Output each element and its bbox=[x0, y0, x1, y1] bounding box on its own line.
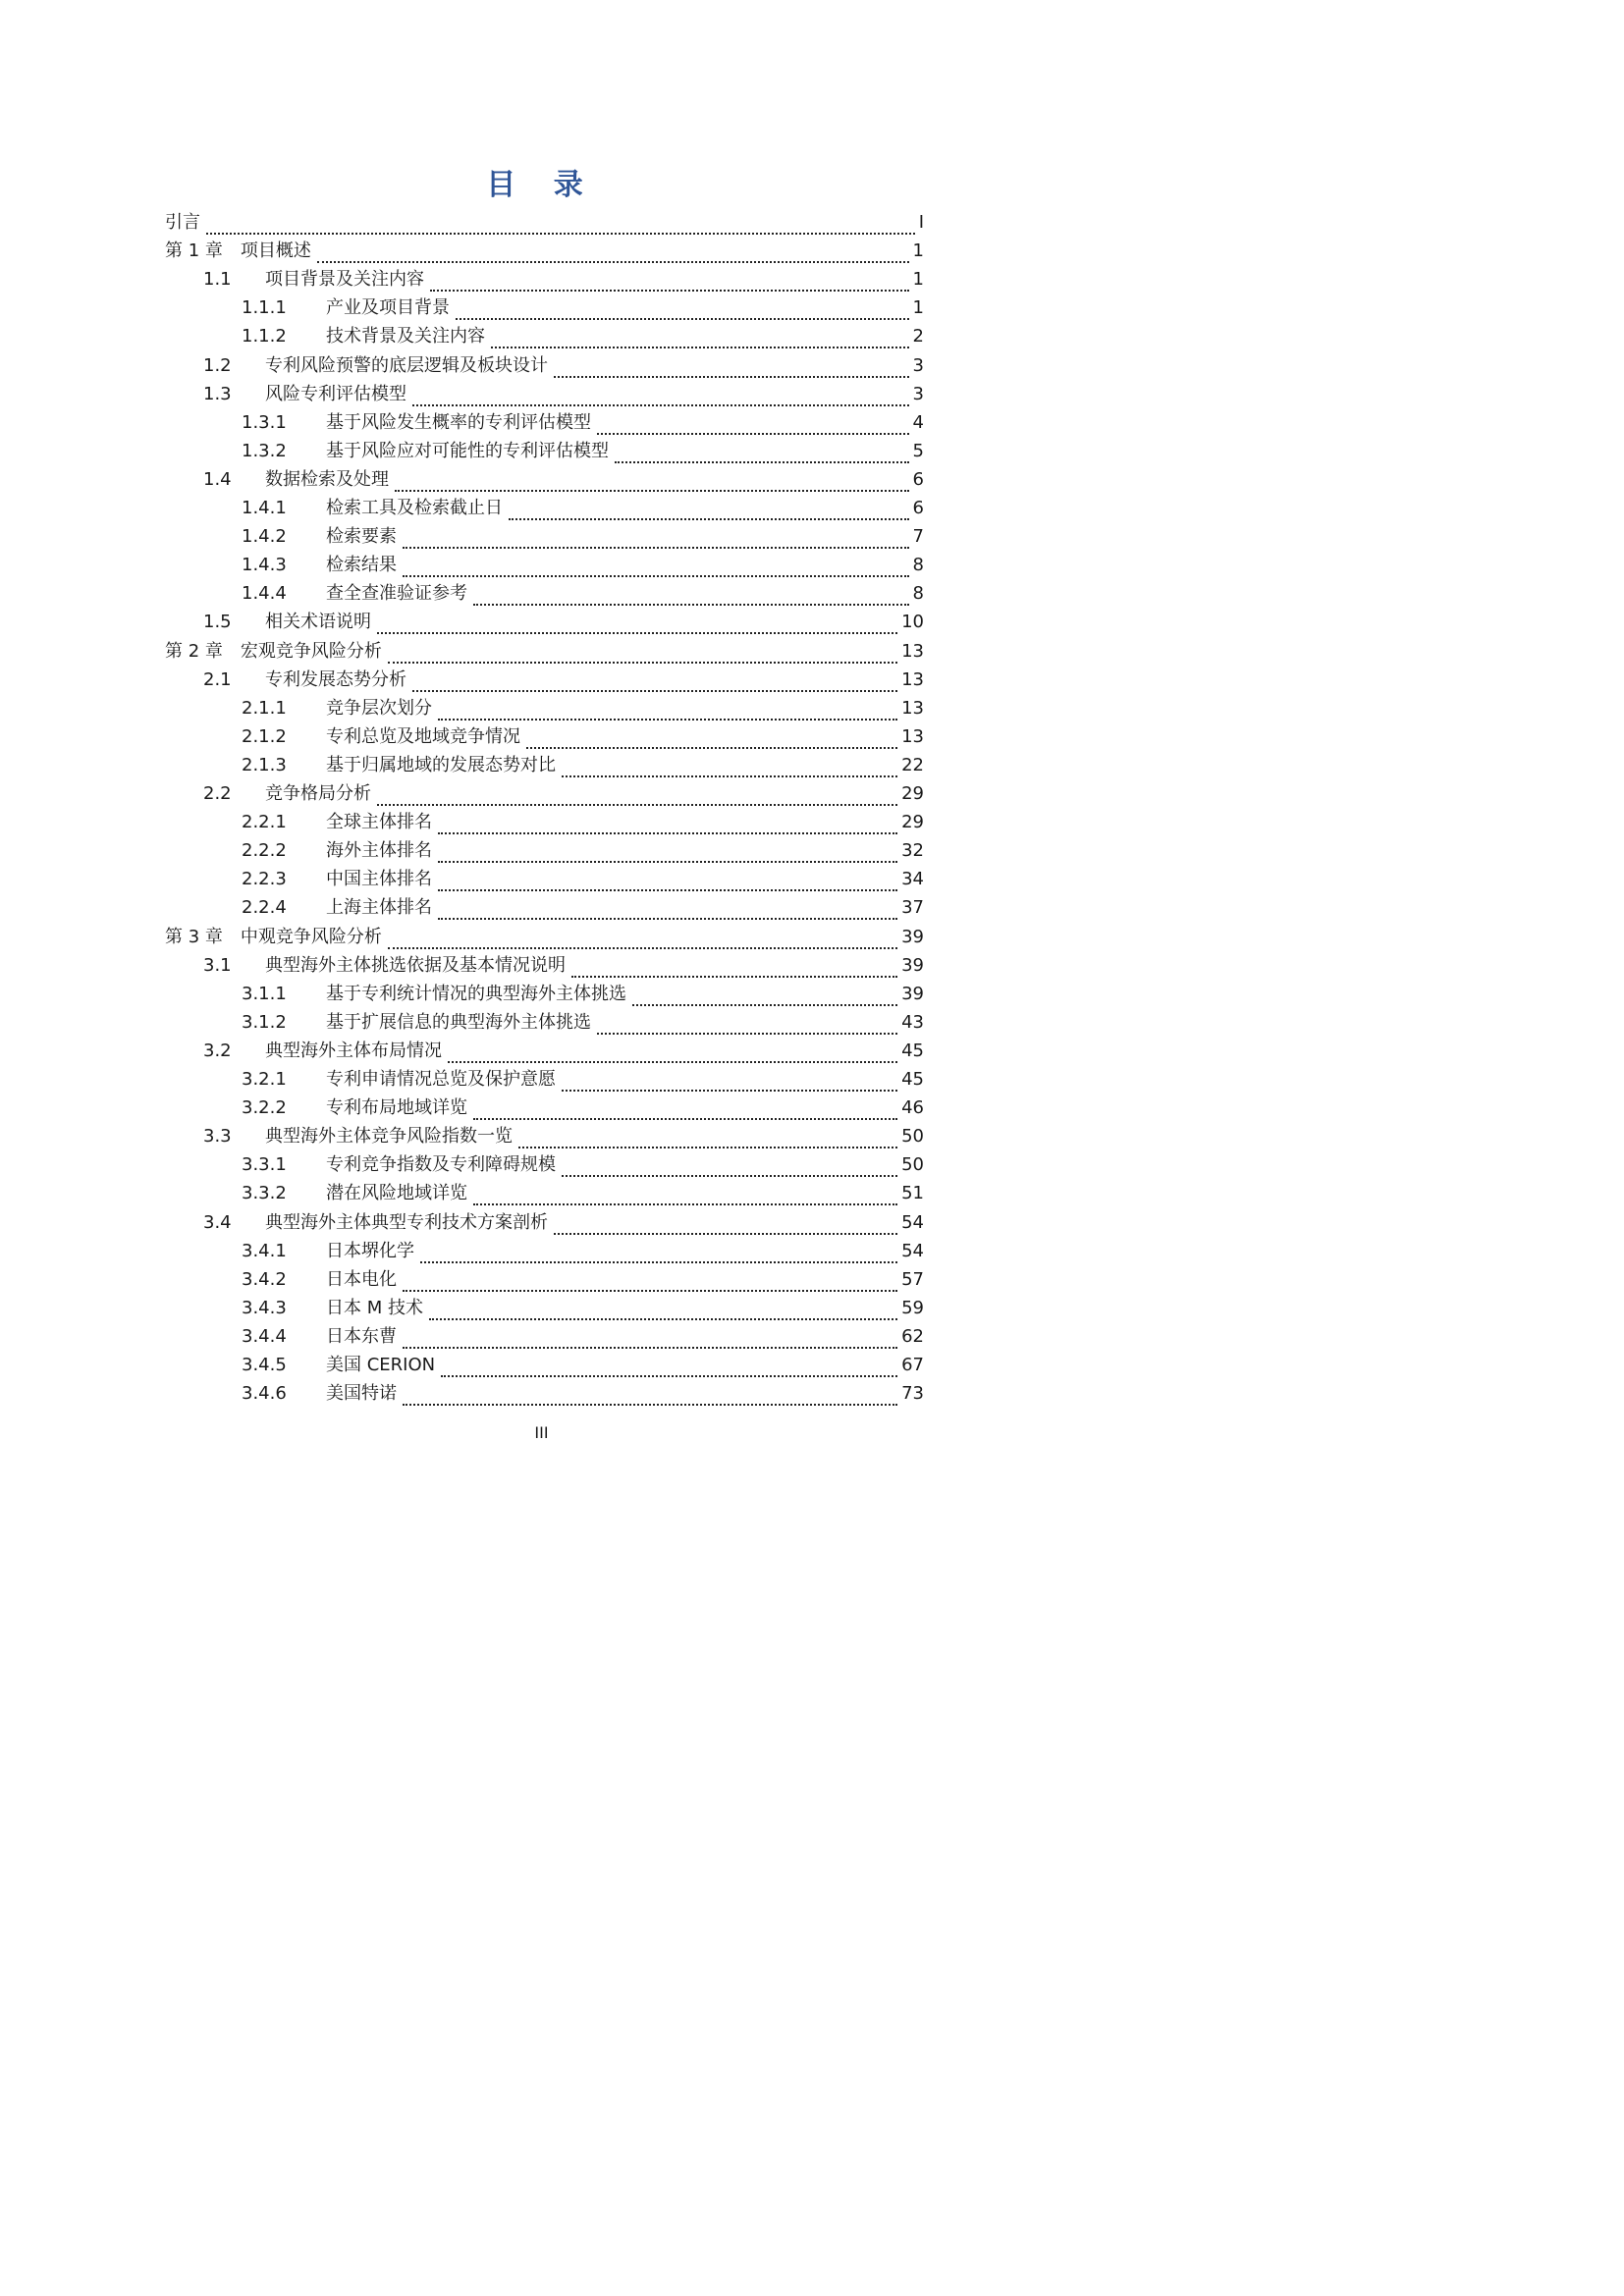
toc-entry-page: 3 bbox=[912, 355, 924, 376]
dot-leader bbox=[412, 404, 909, 406]
dot-leader bbox=[491, 347, 909, 348]
toc-entry-title: 基于风险应对可能性的专利评估模型 bbox=[326, 441, 609, 461]
dot-leader bbox=[388, 662, 897, 664]
toc-entry-page: 51 bbox=[901, 1183, 924, 1203]
toc-entry-title: 典型海外主体典型专利技术方案剖析 bbox=[265, 1212, 548, 1233]
toc-entry-page: 1 bbox=[912, 297, 924, 318]
toc-entry-number: 3.2 bbox=[203, 1041, 232, 1061]
toc-entry[interactable] bbox=[0, 1379, 1083, 1408]
toc-entry-number: 3.4 bbox=[203, 1212, 232, 1233]
dot-leader bbox=[456, 318, 909, 320]
toc-entry-page: 62 bbox=[901, 1326, 924, 1347]
dot-leader bbox=[317, 261, 909, 263]
toc-entry[interactable] bbox=[0, 1008, 1083, 1037]
dot-leader bbox=[438, 918, 897, 920]
toc-entry-page: 3 bbox=[912, 384, 924, 404]
toc-entry[interactable] bbox=[0, 1037, 1083, 1065]
toc-entry-page: 10 bbox=[901, 612, 924, 632]
dot-leader bbox=[429, 1318, 897, 1320]
toc-entry-number: 1.3 bbox=[203, 384, 232, 404]
toc-entry-title: 典型海外主体竞争风险指数一览 bbox=[265, 1126, 513, 1147]
toc-entry-number: 1.1.2 bbox=[242, 326, 287, 347]
toc-entry-page: 59 bbox=[901, 1298, 924, 1318]
toc-entry[interactable] bbox=[0, 380, 1083, 408]
toc-entry-number: 3.3 bbox=[203, 1126, 232, 1147]
dot-leader bbox=[438, 861, 897, 863]
dot-leader bbox=[438, 889, 897, 891]
toc-entry-number: 1.4.1 bbox=[242, 498, 287, 518]
toc-entry-page: 5 bbox=[912, 441, 924, 461]
toc-entry-number: 3.4.3 bbox=[242, 1298, 287, 1318]
toc-entry-page: 1 bbox=[912, 240, 924, 261]
toc-entry[interactable] bbox=[0, 408, 1083, 437]
toc-entry[interactable] bbox=[0, 722, 1083, 751]
toc-entry-page: 50 bbox=[901, 1154, 924, 1175]
toc-entry[interactable] bbox=[0, 265, 1083, 294]
toc-entry-title: 数据检索及处理 bbox=[265, 469, 389, 490]
toc-entry[interactable] bbox=[0, 294, 1083, 322]
toc-entry[interactable] bbox=[0, 1065, 1083, 1094]
toc-entry[interactable] bbox=[0, 1150, 1083, 1179]
toc-entry-title: 专利总览及地域竞争情况 bbox=[326, 726, 520, 747]
toc-entry-number: 2.1.1 bbox=[242, 698, 287, 719]
toc-entry-page: 29 bbox=[901, 812, 924, 832]
toc-entry-number: 1.1.1 bbox=[242, 297, 287, 318]
toc-entry[interactable] bbox=[0, 808, 1083, 836]
toc-entry-page: 8 bbox=[912, 555, 924, 575]
toc-entry-number: 1.4.3 bbox=[242, 555, 287, 575]
toc-entry[interactable] bbox=[0, 893, 1083, 922]
dot-leader bbox=[395, 490, 909, 492]
toc-entry-number: 1.2 bbox=[203, 355, 232, 376]
toc-entry-number: 1.1 bbox=[203, 269, 232, 290]
toc-entry-page: 22 bbox=[901, 755, 924, 775]
dot-leader bbox=[441, 1375, 897, 1377]
toc-entry-number: 3.4.6 bbox=[242, 1383, 287, 1404]
toc-entry-title: 检索工具及检索截止日 bbox=[326, 498, 503, 518]
toc-entry-title: 上海主体排名 bbox=[326, 897, 432, 918]
toc-entry[interactable] bbox=[0, 666, 1083, 694]
toc-entry[interactable] bbox=[0, 1179, 1083, 1207]
dot-leader bbox=[571, 976, 897, 978]
page-number: III bbox=[534, 1423, 549, 1442]
toc-entry[interactable] bbox=[0, 1208, 1083, 1237]
toc-entry-number: 2.2.4 bbox=[242, 897, 287, 918]
dot-leader bbox=[526, 747, 897, 749]
toc-entry-number: 2.1 bbox=[203, 669, 232, 690]
toc-entry-page: 43 bbox=[901, 1012, 924, 1033]
toc-entry-page: 73 bbox=[901, 1383, 924, 1404]
toc-entry-title: 典型海外主体挑选依据及基本情况说明 bbox=[265, 955, 566, 976]
toc-entry[interactable] bbox=[0, 1122, 1083, 1150]
toc-entry-page: I bbox=[918, 212, 924, 233]
dot-leader bbox=[554, 1233, 897, 1235]
toc-entry-number: 1.3.1 bbox=[242, 412, 287, 433]
toc-entry-title: 日本 M 技术 bbox=[326, 1298, 423, 1318]
toc-entry[interactable] bbox=[0, 494, 1083, 522]
toc-entry-number: 3.1 bbox=[203, 955, 232, 976]
toc-entry[interactable] bbox=[0, 1237, 1083, 1265]
toc-entry-number: 1.4.4 bbox=[242, 583, 287, 604]
toc-entry-number: 3.4.4 bbox=[242, 1326, 287, 1347]
toc-entry[interactable] bbox=[0, 237, 1083, 265]
dot-leader bbox=[403, 575, 909, 577]
toc-entry-page: 2 bbox=[912, 326, 924, 347]
toc-entry-title: 检索要素 bbox=[326, 526, 397, 547]
toc-entry-page: 7 bbox=[912, 526, 924, 547]
toc-entry[interactable] bbox=[0, 465, 1083, 494]
toc-entry-title: 日本电化 bbox=[326, 1269, 397, 1290]
toc-entry[interactable] bbox=[0, 208, 1083, 237]
toc-entry-page: 37 bbox=[901, 897, 924, 918]
toc-entry[interactable] bbox=[0, 694, 1083, 722]
toc-title: 目 录 bbox=[486, 168, 597, 202]
toc-entry[interactable] bbox=[0, 1265, 1083, 1294]
toc-entry-page: 13 bbox=[901, 669, 924, 690]
toc-entry[interactable] bbox=[0, 951, 1083, 980]
toc-entry-page: 13 bbox=[901, 641, 924, 662]
toc-entry-page: 13 bbox=[901, 726, 924, 747]
dot-leader bbox=[562, 1175, 897, 1177]
toc-entry-title: 产业及项目背景 bbox=[326, 297, 450, 318]
toc-entry-number: 1.5 bbox=[203, 612, 232, 632]
toc-entry-title: 海外主体排名 bbox=[326, 840, 432, 861]
toc-entry[interactable] bbox=[0, 351, 1083, 380]
toc-entry[interactable] bbox=[0, 1294, 1083, 1322]
toc-entry-page: 1 bbox=[912, 269, 924, 290]
dot-leader bbox=[448, 1061, 897, 1063]
dot-leader bbox=[430, 290, 909, 292]
toc-entry-page: 39 bbox=[901, 927, 924, 947]
dot-leader bbox=[597, 1033, 897, 1035]
toc-entry-number: 2.1.3 bbox=[242, 755, 287, 775]
dot-leader bbox=[420, 1261, 897, 1263]
toc-entry-number: 3.3.1 bbox=[242, 1154, 287, 1175]
toc-entry-title: 典型海外主体布局情况 bbox=[265, 1041, 442, 1061]
toc-entry-number: 3.1.1 bbox=[242, 984, 287, 1004]
toc-entry-number: 3.3.2 bbox=[242, 1183, 287, 1203]
toc-entry-number: 3.4.5 bbox=[242, 1355, 287, 1375]
dot-leader bbox=[562, 1090, 897, 1092]
toc-entry-number: 2.2.3 bbox=[242, 869, 287, 889]
toc-entry[interactable] bbox=[0, 865, 1083, 893]
toc-entry[interactable] bbox=[0, 1094, 1083, 1122]
dot-leader bbox=[562, 775, 897, 777]
toc-entry-page: 34 bbox=[901, 869, 924, 889]
toc-entry-title: 基于扩展信息的典型海外主体挑选 bbox=[326, 1012, 591, 1033]
toc-entry[interactable] bbox=[0, 579, 1083, 608]
dot-leader bbox=[403, 1290, 897, 1292]
toc-entry-number: 2.1.2 bbox=[242, 726, 287, 747]
toc-entry-number: 2.2.2 bbox=[242, 840, 287, 861]
toc-entry[interactable] bbox=[0, 1322, 1083, 1351]
toc-entry-title: 日本东曹 bbox=[326, 1326, 397, 1347]
dot-leader bbox=[615, 461, 909, 463]
dot-leader bbox=[473, 1118, 897, 1120]
toc-entry-title: 中国主体排名 bbox=[326, 869, 432, 889]
toc-entry-title: 日本堺化学 bbox=[326, 1241, 414, 1261]
toc-entry-title: 美国 CERION bbox=[326, 1355, 436, 1375]
toc-entry-page: 29 bbox=[901, 783, 924, 804]
toc-entry-number: 3.4.2 bbox=[242, 1269, 287, 1290]
toc-entry-page: 54 bbox=[901, 1212, 924, 1233]
toc-entry-title: 基于专利统计情况的典型海外主体挑选 bbox=[326, 984, 626, 1004]
toc-entry-title: 基于归属地域的发展态势对比 bbox=[326, 755, 556, 775]
toc-entry-page: 45 bbox=[901, 1041, 924, 1061]
toc-entry[interactable] bbox=[0, 779, 1083, 808]
dot-leader bbox=[473, 1203, 897, 1205]
toc-entry-page: 6 bbox=[912, 498, 924, 518]
toc-entry-page: 54 bbox=[901, 1241, 924, 1261]
toc-entry[interactable] bbox=[0, 522, 1083, 551]
toc-entry[interactable] bbox=[0, 1351, 1083, 1379]
toc-entry-title: 全球主体排名 bbox=[326, 812, 432, 832]
toc-entry-title: 专利布局地域详览 bbox=[326, 1097, 467, 1118]
toc-entry-page: 50 bbox=[901, 1126, 924, 1147]
toc-entry-title: 技术背景及关注内容 bbox=[326, 326, 485, 347]
dot-leader bbox=[377, 632, 897, 634]
toc-entry-title: 检索结果 bbox=[326, 555, 397, 575]
toc-entry-title: 第 2 章 宏观竞争风险分析 bbox=[165, 641, 382, 662]
dot-leader bbox=[388, 947, 897, 949]
toc-entry-page: 4 bbox=[912, 412, 924, 433]
toc-entry[interactable] bbox=[0, 637, 1083, 666]
toc-entry-title: 专利风险预警的底层逻辑及板块设计 bbox=[265, 355, 548, 376]
toc-entry-title: 查全查准验证参考 bbox=[326, 583, 467, 604]
dot-leader bbox=[438, 719, 897, 721]
toc-entry-title: 引言 bbox=[165, 212, 200, 233]
toc-entry-title: 竞争层次划分 bbox=[326, 698, 432, 719]
dot-leader bbox=[597, 433, 909, 435]
toc-entry-title: 第 1 章 项目概述 bbox=[165, 240, 311, 261]
toc-entry-title: 风险专利评估模型 bbox=[265, 384, 406, 404]
dot-leader bbox=[518, 1147, 897, 1148]
toc-entry-title: 专利竞争指数及专利障碍规模 bbox=[326, 1154, 556, 1175]
dot-leader bbox=[412, 690, 897, 692]
toc-entry-title: 项目背景及关注内容 bbox=[265, 269, 424, 290]
toc-entry[interactable] bbox=[0, 923, 1083, 951]
toc-entry-page: 6 bbox=[912, 469, 924, 490]
toc-entry-number: 2.2 bbox=[203, 783, 232, 804]
toc-entry[interactable] bbox=[0, 437, 1083, 465]
dot-leader bbox=[403, 547, 909, 549]
toc-entry-title: 专利发展态势分析 bbox=[265, 669, 406, 690]
toc-entry-number: 1.4.2 bbox=[242, 526, 287, 547]
toc-entry-number: 3.2.1 bbox=[242, 1069, 287, 1090]
toc-entry-title: 竞争格局分析 bbox=[265, 783, 371, 804]
toc-entry-title: 相关术语说明 bbox=[265, 612, 371, 632]
toc-entry-page: 13 bbox=[901, 698, 924, 719]
dot-leader bbox=[438, 832, 897, 834]
toc-entry[interactable] bbox=[0, 836, 1083, 865]
toc-entry-number: 1.3.2 bbox=[242, 441, 287, 461]
toc-entry-title: 潜在风险地域详览 bbox=[326, 1183, 467, 1203]
dot-leader bbox=[632, 1004, 897, 1006]
toc-entry-page: 45 bbox=[901, 1069, 924, 1090]
dot-leader bbox=[206, 233, 915, 235]
toc-entry-title: 第 3 章 中观竞争风险分析 bbox=[165, 927, 382, 947]
toc-entry-title: 美国特诺 bbox=[326, 1383, 397, 1404]
toc-entry-page: 67 bbox=[901, 1355, 924, 1375]
toc-entry[interactable] bbox=[0, 322, 1083, 350]
dot-leader bbox=[473, 604, 909, 606]
toc-entry-number: 2.2.1 bbox=[242, 812, 287, 832]
toc-entry-page: 8 bbox=[912, 583, 924, 604]
dot-leader bbox=[509, 518, 909, 520]
toc-entry-page: 39 bbox=[901, 984, 924, 1004]
dot-leader bbox=[403, 1404, 897, 1406]
toc-entry-number: 3.1.2 bbox=[242, 1012, 287, 1033]
toc-entry-title: 基于风险发生概率的专利评估模型 bbox=[326, 412, 591, 433]
toc-entry-page: 57 bbox=[901, 1269, 924, 1290]
dot-leader bbox=[403, 1347, 897, 1349]
toc-entry[interactable] bbox=[0, 608, 1083, 636]
toc-entry-page: 39 bbox=[901, 955, 924, 976]
toc-entry-number: 1.4 bbox=[203, 469, 232, 490]
toc-entry[interactable] bbox=[0, 751, 1083, 779]
toc-entry-number: 3.2.2 bbox=[242, 1097, 287, 1118]
dot-leader bbox=[554, 376, 909, 378]
toc-entry-page: 46 bbox=[901, 1097, 924, 1118]
toc-entry-page: 32 bbox=[901, 840, 924, 861]
toc-entry-title: 专利申请情况总览及保护意愿 bbox=[326, 1069, 556, 1090]
toc-entry[interactable] bbox=[0, 551, 1083, 579]
dot-leader bbox=[377, 804, 897, 806]
toc-entry-number: 3.4.1 bbox=[242, 1241, 287, 1261]
toc-entry[interactable] bbox=[0, 980, 1083, 1008]
